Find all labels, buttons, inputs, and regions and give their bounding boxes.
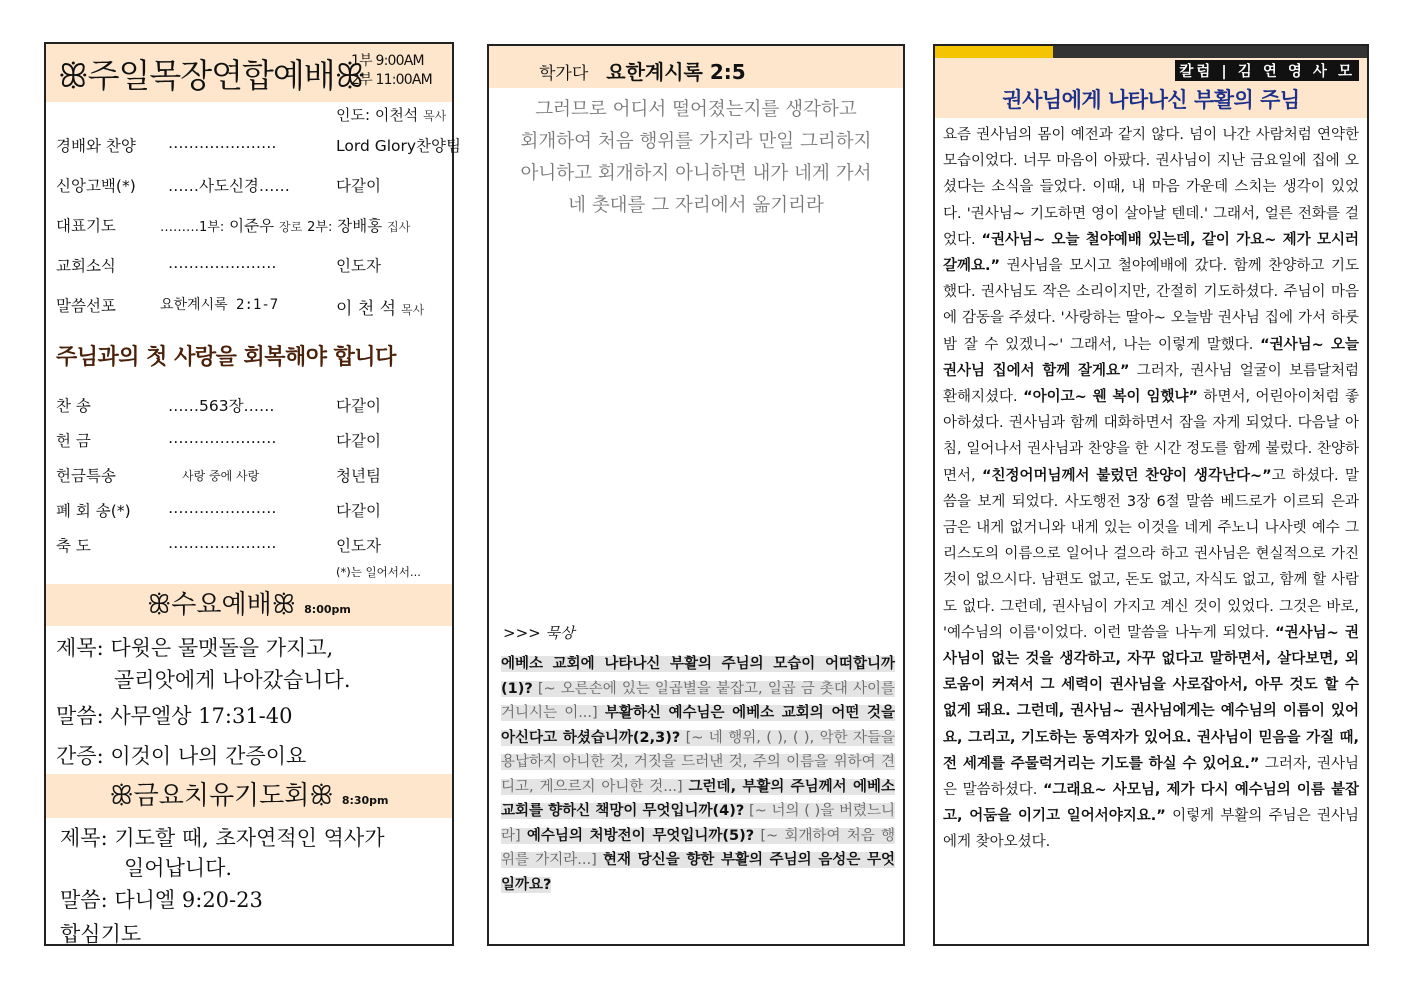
order-item: 신앙고백(*)	[56, 177, 136, 195]
verse-line: 회개하여 처음 행위를 가지라 만일 그리하지	[520, 131, 872, 152]
quote: “그래요~ 사모님, 제가 다시 예수님의 이름 붙잡고, 어둠을 이기고 일어서야지요.”	[943, 782, 1359, 825]
sunday-service-title: ꕥ주일목장연합예배ꕥ	[58, 56, 365, 95]
order-detail: ……563장……	[168, 397, 275, 415]
wednesday-subject	[56, 632, 333, 662]
worship-order-panel	[44, 42, 461, 946]
order-leader: 다같이	[336, 397, 381, 415]
order-row	[56, 499, 448, 523]
column-panel	[933, 44, 1369, 946]
verse-text	[499, 94, 893, 222]
body-text: 고 하셨다. 말씀을 보게 되었다. 사도행전 3장 6절 말씀 베드로가 이르되 은과 금은 내게 없거니와 내게 있는 이것을 네게 주노니 나사렛 예수 그리스도의 이름으로 일어나 걸으라 하고 권사님은 현실적으로 가진 것이 없으시다. 남편도 없고, 돈도 없고, 자식도 없고, 함께 할 사람도 없다. 그런데, 권사님이 가지고 계신 것이 있었다. 그것은 바로, '예수님의 이름'이었다. 이런 말씀을 나누게 되었다.	[943, 467, 1359, 641]
prayer-2nd-label: 2부:	[307, 220, 333, 235]
verse-line: 네 촛대를 그 자리에서 옮기리라	[568, 195, 824, 216]
order-leader	[336, 294, 424, 319]
verse-line: 아니하고 회개하지 아니하면 내가 네게 가서	[520, 163, 872, 184]
word-label: 말씀:	[56, 704, 104, 728]
friday-subject-line2: 일어납니다.	[124, 856, 233, 880]
order-leader: 다같이	[336, 432, 381, 450]
order-row	[56, 294, 448, 318]
meditation-heading: >>> 묵상	[503, 624, 575, 642]
subject-line: 기도할 때, 초자연적인 역사가	[114, 826, 385, 850]
question: 부활하신 예수님은 에베소 교회의 어떤 것을 아신다고 하셨습니까(2,3)?	[501, 705, 895, 746]
order-item: 말씀선포	[56, 297, 116, 315]
quote: “권사님~ 권사님이 없는 것을 생각하고, 자꾸 없다고 말하면서, 살다보면, 외로움이 커져서 그 세력이 권사님을 사로잡아서, 아무 것도 할 수 없게 돼요. 그런데, 권사님~ 권사님에게는 예수님의 이름이 있어요, 그리고, 기도하는 동역자가 있어요. 권사님이 믿음을 가질 때, 전 세계를 주물럭거리는 기도를 하실 수 있어요.”	[943, 624, 1359, 772]
hint: [~ 네 행위, ( ), ( ), 악한 자들을 용납하지 아니한 것, 거짓을 드러낸 것, 주의 이름을 위하여 견디고, 게으르지 아니한 것...]	[501, 729, 895, 795]
order-item: 교회소식	[56, 257, 116, 275]
order-item: 헌금특송	[56, 467, 116, 485]
order-detail: 요한계시록 2:1-7	[160, 297, 279, 313]
leader-name: 이천석	[374, 106, 419, 124]
order-leader: 청년팀	[336, 467, 381, 485]
order-detail: …………………	[168, 429, 277, 447]
column-author-label: 칼럼 | 김 연 영 사 모	[1175, 60, 1359, 81]
body-text: 요즘 권사님의 몸이 예전과 같지 않다. 넘이 나간 사람처럼 연약한 모습이었다. 너무 마음이 아팠다. 권사님이 지난 금요일에 집에 오셨다는 소식을 들었다. 이때, 내 마음 가운데 스치는 생각이 있었다. '권사님~ 기도하면 영이 살아날 텐데.' 그래서, 얼른 전화를 걸었다.	[943, 127, 1359, 248]
accent-bar	[935, 46, 1053, 58]
sunday-header-band	[46, 44, 452, 102]
question: 현재 당신을 향한 부활의 주님의 음성은 무엇일까요?	[501, 852, 895, 893]
friday-subject	[60, 822, 384, 852]
column-top-bar	[935, 46, 1367, 58]
friday-service-title: ꕥ금요치유기도회ꕥ	[109, 781, 334, 811]
hint: [~ 회개하여 처음 행위를 가지라...]	[501, 827, 895, 868]
service-time-1: 1부 9:00AM	[351, 53, 424, 69]
body-text: 그러자, 권사님 얼굴이 보름달처럼 환해지셨다.	[943, 362, 1359, 406]
subject-label: 제목:	[60, 826, 108, 850]
order-leader: 다같이	[336, 177, 381, 195]
quote: “친정어머님께서 불렀던 찬양이 생각난다~”	[981, 467, 1272, 484]
order-leader: 인도자	[336, 257, 381, 275]
prayer-1st-label: ………1부:	[160, 220, 225, 235]
question: 에베소 교회에 나타나신 부활의 주님의 모습이 어떠합니까(1)?	[501, 656, 895, 697]
order-detail: …………………	[168, 134, 277, 152]
order-row	[56, 174, 448, 198]
prayer-1st-title: 장로	[279, 220, 303, 234]
quote: “아이고~ 웬 복이 임했냐”	[1023, 389, 1198, 406]
verse-header-band	[489, 46, 903, 88]
verse-line: 그러므로 어디서 떨어졌는지를 생각하고	[535, 99, 857, 120]
order-row	[56, 464, 448, 488]
order-row	[56, 214, 448, 238]
order-item: 대표기도	[56, 217, 116, 235]
order-row	[56, 254, 448, 278]
body-text: 하면서, 어린아이처럼 좋아하셨다. 권사님과 함께 대화하면서 잠을 자게 되었다. 다음날 아침, 일어나서 권사님과 찬양을 한 시간 정도를 함께 불렀다. 찬양하면서,	[943, 389, 1359, 484]
order-row	[56, 134, 461, 158]
hint: [~ 너의 ( )을 버렸느니라]	[501, 803, 896, 844]
order-detail: 사랑 중에 사랑	[182, 469, 260, 483]
sunday-service-times	[351, 52, 432, 90]
prayer-2nd-name: 장배홍	[337, 217, 383, 235]
question: 예수님의 처방전이 무엇입니까(5)?	[526, 827, 755, 844]
prayer-1st-name: 이준우	[229, 217, 275, 235]
leader-label: 인도:	[336, 106, 371, 124]
order-row	[56, 534, 448, 558]
order-detail: …………………	[168, 534, 277, 552]
wednesday-service-title: ꕥ수요예배ꕥ	[147, 590, 296, 620]
order-item: 폐 회 송(*)	[56, 502, 131, 520]
subject-line: 다윗은 물맷돌을 가지고,	[110, 636, 334, 660]
preacher-name: 이 천 석	[336, 299, 397, 319]
verse-ref: 요한계시록 2:5	[606, 60, 746, 84]
order-item: 헌 금	[56, 432, 91, 450]
body-text: 그러자, 권사님은 말씀하셨다.	[943, 755, 1359, 799]
testimony-text: 이것이 나의 간증이요	[110, 744, 307, 768]
order-row	[56, 429, 448, 453]
sermon-title: 주님과의 첫 사랑을 회복해야 합니다	[56, 345, 396, 370]
wednesday-testimony	[56, 740, 306, 770]
testimony-label: 간증:	[56, 744, 104, 768]
order-item: 경배와 찬양	[56, 137, 136, 155]
service-leader	[336, 104, 446, 125]
quote: “권사님~ 오늘 철야예배 있는데, 같이 가요~ 제가 모시러 갈께요.”	[943, 231, 1359, 275]
meditation-questions	[501, 652, 895, 897]
service-time-2: 2부 11:00AM	[351, 72, 432, 88]
preacher-title: 목사	[401, 303, 425, 317]
order-leader: Lord Glory찬양팀	[336, 137, 461, 155]
word-ref: 사무엘상 17:31-40	[110, 704, 293, 728]
verse-header	[539, 56, 746, 85]
standing-note: (*)는 일어서서...	[336, 565, 421, 579]
order-detail: …………………	[168, 254, 277, 272]
order-detail: ……사도신경……	[168, 177, 290, 195]
order-detail: …………………	[168, 499, 277, 517]
friday-header-band	[46, 774, 452, 818]
friday-closing: 합심기도	[60, 922, 142, 946]
quote: “권사님~ 오늘 권사님 집에서 함께 잘게요”	[943, 336, 1359, 379]
prayer-detail	[160, 214, 410, 236]
subject-label: 제목:	[56, 636, 104, 660]
column-body	[943, 122, 1359, 856]
body-text: 이렇게 부활의 주님은 권사님에게 찾아오셨다.	[943, 808, 1359, 851]
wednesday-service-time: 8:00pm	[304, 603, 351, 616]
wednesday-word	[56, 700, 293, 730]
order-row	[56, 394, 448, 418]
friday-word	[60, 884, 263, 914]
question: 그런데, 부활의 주님께서 에베소 교회를 향하신 책망이 무엇입니까(4)?	[501, 778, 895, 819]
order-leader: 다같이	[336, 502, 381, 520]
hint: [~ 오른손에 있는 일곱별을 붙잡고, 일곱 금 촛대 사이를 거니시는 이...]	[501, 680, 895, 721]
word-ref: 다니엘 9:20-23	[114, 888, 263, 912]
order-item: 축 도	[56, 537, 91, 555]
word-label: 말씀:	[60, 888, 108, 912]
wednesday-header-band	[46, 584, 452, 626]
order-leader: 인도자	[336, 537, 381, 555]
friday-service-time: 8:30pm	[341, 794, 389, 807]
leader-title: 목사	[423, 109, 447, 123]
prayer-2nd-title: 집사	[387, 220, 411, 234]
wednesday-subject-line2: 골리앗에게 나아갔습니다.	[114, 668, 351, 692]
meditation-panel	[487, 44, 905, 946]
order-item: 찬 송	[56, 397, 91, 415]
verse-label: 학가다	[539, 64, 589, 84]
body-text: 권사님을 모시고 철야예배에 갔다. 함께 찬양하고 기도했다. 권사님도 작은 소리이지만, 간절히 기도하셨다. 주님이 마음에 감동을 주셨다. '사랑하는 딸아~ 오늘밤 권사님 집에 가서 하룻밤 잘 수 있겠니~' 그래서, 나는 이렇게 말했다.	[943, 258, 1359, 353]
column-title: 권사님에게 나타나신 부활의 주님	[1002, 88, 1300, 112]
